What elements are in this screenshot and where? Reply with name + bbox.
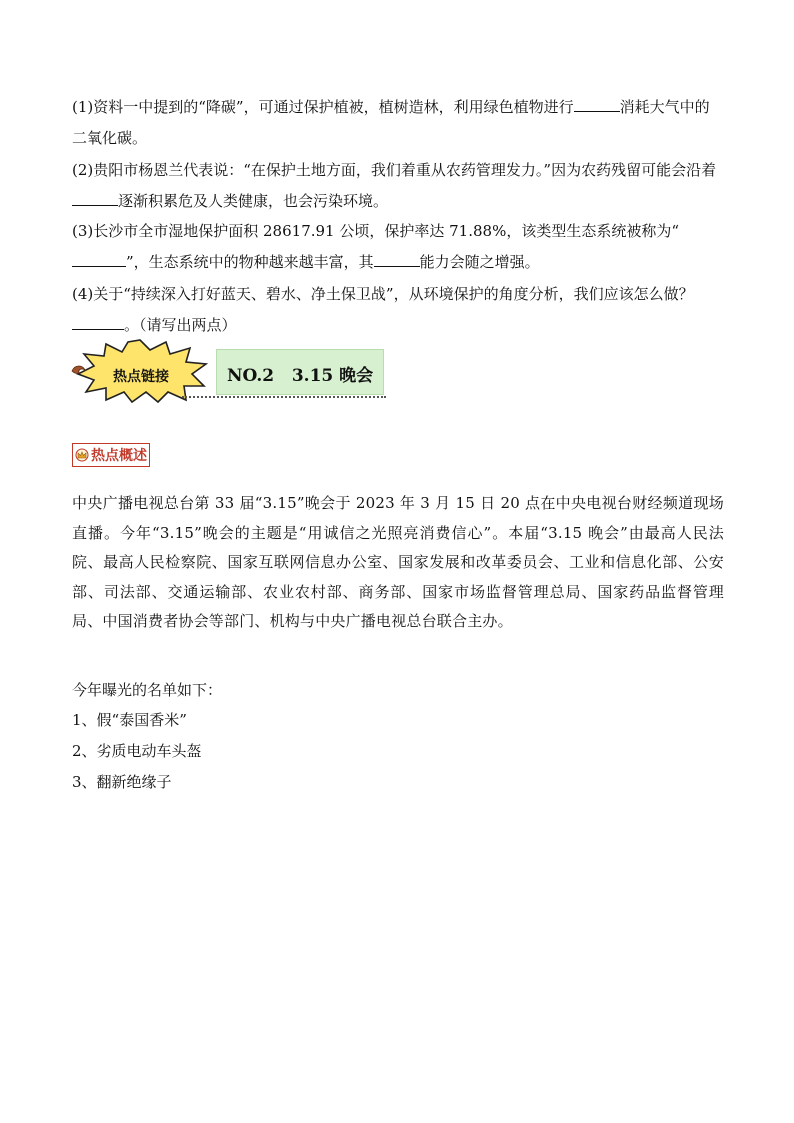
question-2-text: (2)贵阳市杨恩兰代表说：“在保护土地方面，我们着重从农药管理发力。”因为农药残留可能会沿着 bbox=[72, 161, 717, 179]
overview-label: 热点概述 bbox=[91, 448, 147, 464]
question-4 bbox=[72, 279, 724, 341]
ornament-icon bbox=[70, 362, 88, 380]
answer-blank-2[interactable] bbox=[72, 191, 118, 206]
answer-blank-4[interactable] bbox=[72, 315, 124, 330]
hot-link-banner bbox=[70, 338, 390, 404]
list-intro: 今年曝光的名单如下： bbox=[72, 681, 223, 699]
list-item: 3、翻新绝缘子 bbox=[72, 773, 172, 791]
answer-blank-3b[interactable] bbox=[374, 252, 420, 267]
crown-icon bbox=[75, 448, 89, 462]
hot-topic-title: NO.2 3.15 晚会 bbox=[227, 366, 374, 386]
question-4-text-end: 。（请写出两点） bbox=[124, 316, 237, 334]
answer-blank-3a[interactable] bbox=[72, 252, 126, 267]
question-4-text: (4)关于“持续深入打好蓝天、碧水、净土保卫战”，从环境保护的角度分析，我们应该怎么做？ bbox=[72, 285, 694, 303]
news-paragraph: 中央广播电视总台第 33 届“3.15”晚会于 2023 年 3 月 15 日 20 点在中央电视台财经频道现场直播。今年“3.15”晚会的主题是“用诚信之光照亮消费信心”。本届“3.15 晚会”由最高人民法院、最高人民检察院、国家互联网信息办公室、国家发展和改革委员会、工业和信息化部、公安部、司法部、交通运输部、农业农村部、商务部、国家市场监督管理总局、国家药品监督管理局、中国消费者协会等部门、机构与中央广播电视总台联合主办。 bbox=[72, 494, 724, 630]
answer-blank-1[interactable] bbox=[574, 97, 620, 112]
question-1-text-end: 消耗大气中的二氧化碳。 bbox=[72, 98, 710, 147]
list-item: 1、假“泰国香米” bbox=[72, 711, 187, 729]
question-2-text-end: 逐渐积累危及人类健康，也会污染环境。 bbox=[118, 192, 389, 210]
dotted-divider bbox=[182, 396, 386, 398]
question-3-text-end: 能力会随之增强。 bbox=[419, 253, 540, 271]
question-3-text: (3)长沙市全市湿地保护面积 28617.91 公顷，保护率达 71.88%，该类型生态系统被称为“ bbox=[72, 222, 679, 240]
question-2 bbox=[72, 155, 724, 217]
question-3-text-mid: ”，生态系统中的物种越来越丰富，其 bbox=[126, 253, 374, 271]
question-1-text: (1)资料一中提到的“降碳”，可通过保护植被，植树造林，利用绿色植物进行 bbox=[72, 98, 574, 116]
list-item: 2、劣质电动车头盔 bbox=[72, 742, 202, 760]
question-3 bbox=[72, 216, 724, 278]
overview-tag bbox=[72, 443, 150, 467]
hot-topic-title-box bbox=[216, 349, 384, 395]
hot-link-label: 热点链接 bbox=[113, 369, 169, 385]
question-1 bbox=[72, 92, 724, 154]
